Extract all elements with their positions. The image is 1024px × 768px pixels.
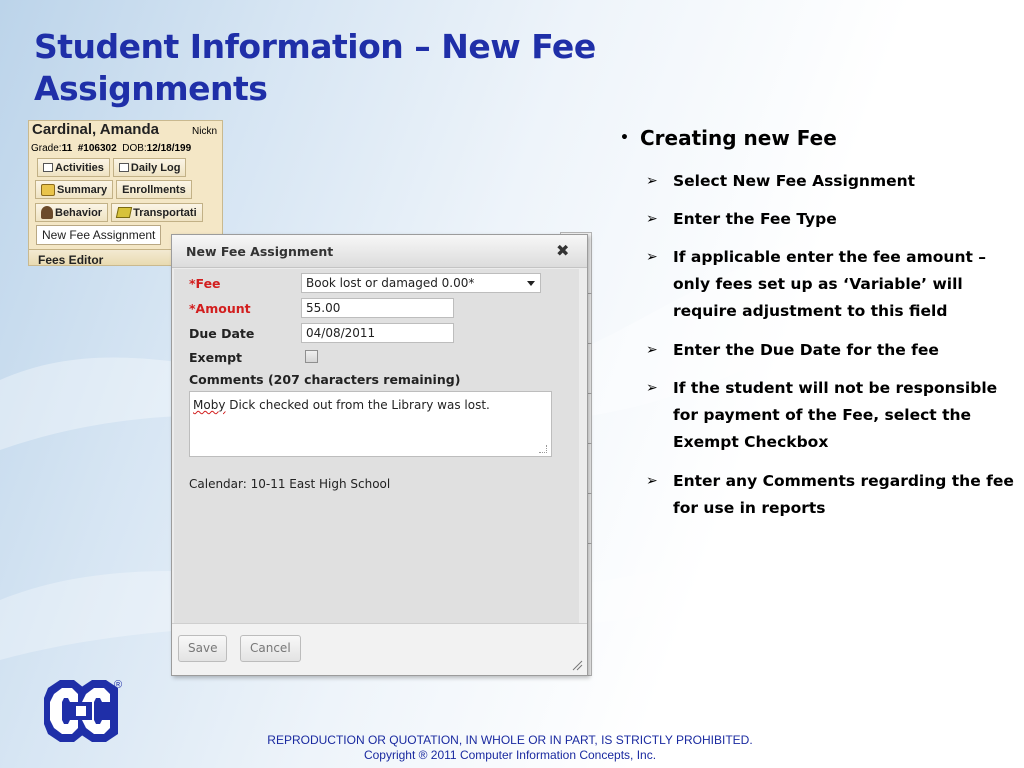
due-date-label: Due Date [189,326,255,341]
resize-handle-icon[interactable] [539,445,547,453]
cic-logo-icon [34,676,130,746]
tab-summary-label: Summary [57,183,108,196]
footer-line-1: REPRODUCTION OR QUOTATION, IN WHOLE OR IN PART, IS STRICTLY PROHIBITED. [267,733,753,747]
close-icon[interactable]: ✖ [556,241,570,260]
chevron-down-icon [527,281,535,286]
dialog-body [174,269,579,653]
student-name: Cardinal, Amanda [32,121,159,138]
bullet-icon: • [620,130,629,146]
copyright-footer [200,733,820,763]
student-info-line [31,143,191,154]
comments-label: Comments (207 characters remaining) [189,372,461,387]
slide-title: Student Information – New Fee Assignments [34,27,596,108]
step-text: Enter any Comments regarding the fee for use in reports [673,472,1014,517]
step-text: Select New Fee Assignment [673,172,916,190]
folder-icon [41,184,55,196]
step-item [646,468,1024,522]
tab-transportation[interactable] [111,203,203,222]
step-item [646,375,1024,456]
arrow-bullet-icon: ➢ [646,342,658,358]
save-button[interactable]: Save [178,635,227,662]
arrow-bullet-icon: ➢ [646,173,658,189]
tab-row-1 [37,158,186,177]
arrow-bullet-icon: ➢ [646,473,658,489]
registered-mark: ® [114,679,123,691]
bus-icon [116,207,132,218]
step-text: Enter the Fee Type [673,210,837,228]
arrow-bullet-icon: ➢ [646,211,658,227]
step-text: Enter the Due Date for the fee [673,341,939,359]
cancel-button[interactable]: Cancel [240,635,301,662]
tab-daily-log[interactable] [113,158,187,177]
step-item [646,337,1024,364]
tab-row-3 [35,203,203,222]
step-item [646,168,1024,195]
calendar-info: Calendar: 10-11 East High School [189,477,391,491]
main-bullet [620,126,837,150]
step-item [646,244,1024,325]
comments-misspelled-word: Moby [193,398,226,412]
tab-behavior-label: Behavior [55,206,103,219]
step-text: If applicable enter the fee amount – only fees set up as ‘Variable’ will require adjustment to this field [673,248,987,320]
fee-label: *Fee [189,276,221,291]
tab-enrollments[interactable] [116,180,192,199]
tab-behavior[interactable] [35,203,108,222]
dob-value: 12/18/199 [146,143,192,154]
arrow-bullet-icon: ➢ [646,249,658,265]
grade-value: 11 [61,143,73,154]
due-date-field[interactable]: 04/08/2011 [301,323,454,343]
page-icon [43,163,53,172]
exempt-checkbox[interactable] [305,350,318,363]
resize-grip-icon[interactable] [571,659,583,671]
fee-select[interactable] [301,273,541,293]
dialog-header [172,235,587,268]
dialog-title: New Fee Assignment [186,244,334,259]
step-text: If the student will not be responsible for payment of the Fee, select the Exempt Checkbox [673,379,998,451]
tab-transportation-label: Transportati [133,206,197,219]
new-fee-assignment-dialog [171,234,588,676]
dob-label: DOB: [122,143,147,154]
fees-editor-header: Fees Editor [29,249,223,266]
tab-summary[interactable] [35,180,113,199]
nickname-label: Nickn [192,126,218,137]
tab-activities-label: Activities [55,161,104,174]
fee-select-value: Book lost or damaged 0.00* [306,276,475,290]
grade-label: Grade: [31,143,62,154]
tab-daily-log-label: Daily Log [130,161,181,174]
person-icon [41,206,53,219]
arrow-bullet-icon: ➢ [646,380,658,396]
dialog-footer [172,623,587,675]
tab-enrollments-label: Enrollments [122,183,186,196]
main-bullet-text: Creating new Fee [640,126,837,150]
exempt-label: Exempt [189,350,243,365]
tab-activities[interactable] [37,158,110,177]
amount-label: *Amount [189,301,251,316]
comments-textarea[interactable] [189,391,552,457]
page-icon [119,163,129,172]
tab-row-2 [35,180,192,199]
amount-field[interactable]: 55.00 [301,298,454,318]
step-item [646,206,1024,233]
student-number: #106302 [77,143,117,154]
comments-text: Dick checked out from the Library was lost. [225,398,490,412]
tab-new-fee-assignment[interactable]: New Fee Assignment [36,225,161,245]
footer-line-2: Copyright ® 2011 Computer Information Concepts, Inc. [363,748,657,762]
